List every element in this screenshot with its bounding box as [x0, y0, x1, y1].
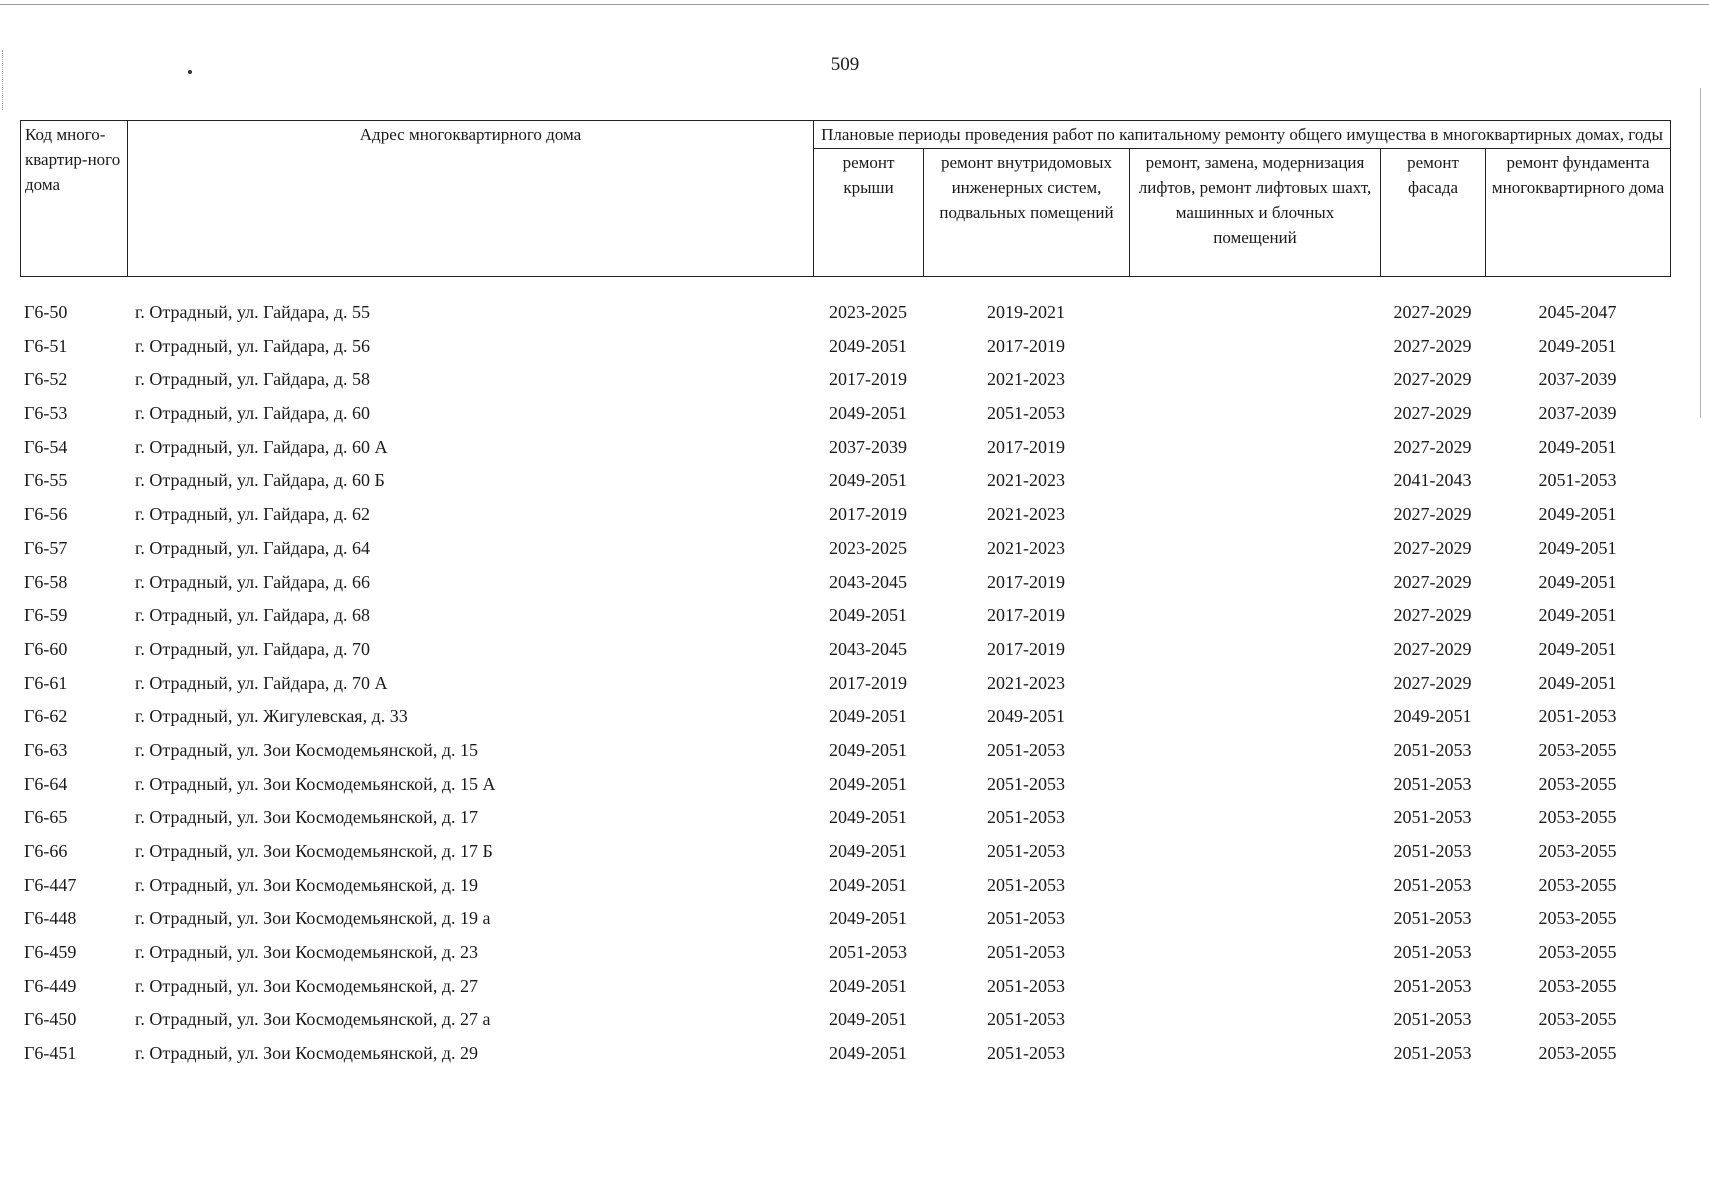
cell-lifts — [1129, 942, 1380, 976]
cell-address: г. Отрадный, ул. Зои Космодемьянской, д. 29 — [135, 1043, 478, 1064]
cell-roof: 2023-2025 — [829, 302, 907, 322]
cell-roof: 2049-2051 — [829, 975, 907, 996]
table-row — [20, 470, 1670, 504]
cell-foundation: 2053-2055 — [1538, 773, 1617, 794]
header-foundation: ремонт фундамента многоквартирного дома — [1486, 149, 1671, 277]
table-row — [20, 1009, 1670, 1043]
table-row — [20, 976, 1670, 1010]
cell-lifts — [1129, 908, 1380, 942]
cell-systems: 2051-2053 — [987, 403, 1065, 424]
cell-systems: 2021-2023 — [987, 504, 1065, 525]
cell-code: Г6-65 — [24, 807, 68, 828]
cell-systems: 2017-2019 — [987, 638, 1065, 659]
cell-address: г. Отрадный, ул. Гайдара, д. 64 — [135, 537, 371, 558]
cell-foundation: 2049-2051 — [1538, 436, 1617, 457]
cell-foundation: 2053-2055 — [1538, 841, 1617, 861]
cell-code: Г6-57 — [24, 537, 68, 558]
cell-lifts — [1129, 673, 1380, 707]
cell-lifts — [1129, 976, 1380, 1010]
cell-lifts — [1129, 336, 1380, 370]
table-row — [20, 369, 1670, 403]
header-roof: ремонт крыши — [814, 149, 924, 277]
table-row — [20, 1043, 1670, 1077]
cell-roof: 2049-2051 — [829, 773, 907, 794]
header-systems: ремонт внутридомовых инженерных систем, подвальных помещений — [924, 149, 1130, 277]
cell-foundation: 2053-2055 — [1538, 739, 1617, 760]
cell-systems: 2049-2051 — [987, 706, 1065, 727]
cell-code: Г6-53 — [24, 403, 68, 424]
cell-systems: 2051-2053 — [987, 908, 1065, 929]
cell-code: Г6-50 — [24, 302, 68, 322]
cell-address: г. Отрадный, ул. Гайдара, д. 66 — [135, 571, 371, 592]
table-row — [20, 875, 1670, 909]
cell-facade: 2027-2029 — [1393, 638, 1472, 659]
cell-lifts — [1129, 1009, 1380, 1043]
cell-roof: 2017-2019 — [829, 672, 907, 693]
cell-facade: 2041-2043 — [1393, 470, 1472, 491]
cell-address: г. Отрадный, ул. Гайдара, д. 60 Б — [135, 470, 385, 491]
cell-roof: 2051-2053 — [829, 942, 907, 963]
cell-address: г. Отрадный, ул. Жигулевская, д. 33 — [135, 706, 408, 727]
table-row — [20, 403, 1670, 437]
cell-foundation: 2049-2051 — [1538, 672, 1617, 693]
cell-code: Г6-52 — [24, 369, 68, 390]
cell-facade: 2027-2029 — [1393, 504, 1472, 525]
table-row — [20, 437, 1670, 471]
cell-address: г. Отрадный, ул. Зои Космодемьянской, д. 19 а — [135, 908, 491, 929]
table-row — [20, 605, 1670, 639]
cell-lifts — [1129, 572, 1380, 606]
table-row — [20, 740, 1670, 774]
cell-code: Г6-451 — [24, 1043, 77, 1064]
cell-facade: 2051-2053 — [1393, 739, 1472, 760]
cell-roof: 2049-2051 — [829, 403, 907, 424]
cell-systems: 2021-2023 — [987, 470, 1065, 491]
cell-foundation: 2049-2051 — [1538, 335, 1617, 356]
cell-facade: 2051-2053 — [1393, 807, 1472, 828]
cell-code: Г6-64 — [24, 773, 68, 794]
cell-roof: 2043-2045 — [829, 638, 907, 659]
cell-foundation: 2053-2055 — [1538, 975, 1617, 996]
cell-systems: 2051-2053 — [987, 841, 1065, 861]
cell-address: г. Отрадный, ул. Гайдара, д. 70 — [135, 638, 371, 659]
header-lifts: ремонт, замена, модернизация лифтов, ремонт лифтовых шахт, машинных и блочных помещений — [1130, 149, 1381, 277]
cell-roof: 2049-2051 — [829, 1043, 907, 1064]
cell-systems: 2051-2053 — [987, 1043, 1065, 1064]
cell-roof: 2049-2051 — [829, 807, 907, 828]
cell-foundation: 2037-2039 — [1538, 369, 1617, 390]
cell-systems: 2051-2053 — [987, 773, 1065, 794]
table-row — [20, 336, 1670, 370]
cell-code: Г6-54 — [24, 436, 68, 457]
cell-systems: 2021-2023 — [987, 537, 1065, 558]
cell-systems: 2017-2019 — [987, 571, 1065, 592]
cell-facade: 2051-2053 — [1393, 841, 1472, 861]
cell-foundation: 2049-2051 — [1538, 638, 1617, 659]
cell-facade: 2027-2029 — [1393, 571, 1472, 592]
cell-foundation: 2049-2051 — [1538, 504, 1617, 525]
cell-foundation: 2049-2051 — [1538, 537, 1617, 558]
header-address: Адрес многоквартирного дома — [128, 121, 814, 277]
table-row — [20, 639, 1670, 673]
cell-facade: 2051-2053 — [1393, 942, 1472, 963]
cell-roof: 2049-2051 — [829, 706, 907, 727]
table-row — [20, 302, 1670, 336]
cell-address: г. Отрадный, ул. Гайдара, д. 70 А — [135, 672, 388, 693]
cell-address: г. Отрадный, ул. Зои Космодемьянской, д. 27 а — [135, 1009, 491, 1030]
cell-address: г. Отрадный, ул. Зои Космодемьянской, д. 27 — [135, 975, 478, 996]
cell-address: г. Отрадный, ул. Зои Космодемьянской, д. 15 — [135, 739, 478, 760]
cell-facade: 2049-2051 — [1393, 706, 1472, 727]
table-row — [20, 841, 1670, 875]
cell-address: г. Отрадный, ул. Зои Космодемьянской, д. 17 Б — [135, 841, 493, 861]
cell-systems: 2051-2053 — [987, 739, 1065, 760]
cell-lifts — [1129, 807, 1380, 841]
cell-code: Г6-448 — [24, 908, 77, 929]
cell-foundation: 2053-2055 — [1538, 942, 1617, 963]
cell-facade: 2051-2053 — [1393, 908, 1472, 929]
cell-address: г. Отрадный, ул. Гайдара, д. 58 — [135, 369, 371, 390]
cell-facade: 2051-2053 — [1393, 1043, 1472, 1064]
cell-code: Г6-447 — [24, 874, 77, 895]
cell-roof: 2037-2039 — [829, 436, 907, 457]
cell-code: Г6-55 — [24, 470, 68, 491]
cell-lifts — [1129, 774, 1380, 808]
cell-code: Г6-56 — [24, 504, 68, 525]
cell-facade: 2051-2053 — [1393, 773, 1472, 794]
cell-foundation: 2053-2055 — [1538, 1009, 1617, 1030]
cell-roof: 2049-2051 — [829, 605, 907, 626]
cell-facade: 2027-2029 — [1393, 537, 1472, 558]
cell-address: г. Отрадный, ул. Зои Космодемьянской, д. 23 — [135, 942, 478, 963]
cell-roof: 2023-2025 — [829, 537, 907, 558]
table-row — [20, 774, 1670, 808]
cell-systems: 2051-2053 — [987, 975, 1065, 996]
cell-roof: 2049-2051 — [829, 908, 907, 929]
cell-foundation: 2049-2051 — [1538, 571, 1617, 592]
cell-address: г. Отрадный, ул. Гайдара, д. 60 — [135, 403, 371, 424]
cell-facade: 2027-2029 — [1393, 672, 1472, 693]
cell-address: г. Отрадный, ул. Зои Космодемьянской, д. 17 — [135, 807, 478, 828]
header-facade: ремонт фасада — [1381, 149, 1486, 277]
cell-lifts — [1129, 369, 1380, 403]
table-row — [20, 538, 1670, 572]
cell-address: г. Отрадный, ул. Гайдара, д. 60 А — [135, 436, 388, 457]
table-row — [20, 706, 1670, 740]
cell-lifts — [1129, 504, 1380, 538]
cell-code: Г6-449 — [24, 975, 77, 996]
cell-code: Г6-450 — [24, 1009, 77, 1030]
cell-foundation: 2051-2053 — [1538, 706, 1617, 727]
cell-address: г. Отрадный, ул. Гайдара, д. 68 — [135, 605, 371, 626]
cell-lifts — [1129, 302, 1380, 336]
cell-lifts — [1129, 1043, 1380, 1077]
cell-lifts — [1129, 403, 1380, 437]
cell-facade: 2027-2029 — [1393, 335, 1472, 356]
cell-code: Г6-59 — [24, 605, 68, 626]
cell-systems: 2021-2023 — [987, 369, 1065, 390]
table-header — [20, 120, 1671, 277]
cell-roof: 2049-2051 — [829, 841, 907, 861]
cell-lifts — [1129, 538, 1380, 572]
cell-roof: 2043-2045 — [829, 571, 907, 592]
cell-foundation: 2053-2055 — [1538, 908, 1617, 929]
cell-systems: 2017-2019 — [987, 335, 1065, 356]
right-rule — [1700, 88, 1701, 418]
cell-code: Г6-61 — [24, 672, 68, 693]
cell-systems: 2017-2019 — [987, 436, 1065, 457]
cell-roof: 2049-2051 — [829, 470, 907, 491]
cell-facade: 2051-2053 — [1393, 975, 1472, 996]
table-row — [20, 807, 1670, 841]
table-row — [20, 942, 1670, 976]
cell-roof: 2049-2051 — [829, 1009, 907, 1030]
cell-foundation: 2053-2055 — [1538, 1043, 1617, 1064]
cell-code: Г6-62 — [24, 706, 68, 727]
table-row — [20, 504, 1670, 538]
top-rule — [0, 4, 1709, 5]
cell-address: г. Отрадный, ул. Гайдара, д. 56 — [135, 335, 371, 356]
cell-lifts — [1129, 841, 1380, 875]
header-periods: Плановые периоды проведения работ по капитальному ремонту общего имущества в многоквартирных домах, годы — [814, 121, 1671, 149]
cell-foundation: 2051-2053 — [1538, 470, 1617, 491]
cell-code: Г6-58 — [24, 571, 68, 592]
table-row — [20, 572, 1670, 606]
cell-facade: 2027-2029 — [1393, 403, 1472, 424]
cell-facade: 2027-2029 — [1393, 302, 1472, 322]
cell-lifts — [1129, 437, 1380, 471]
cell-systems: 2051-2053 — [987, 874, 1065, 895]
cell-systems: 2051-2053 — [987, 1009, 1065, 1030]
cell-address: г. Отрадный, ул. Гайдара, д. 55 — [135, 302, 371, 322]
cell-facade: 2027-2029 — [1393, 436, 1472, 457]
cell-roof: 2017-2019 — [829, 369, 907, 390]
cell-lifts — [1129, 470, 1380, 504]
table-body — [20, 302, 1670, 1077]
cell-foundation: 2053-2055 — [1538, 874, 1617, 895]
cell-lifts — [1129, 605, 1380, 639]
cell-address: г. Отрадный, ул. Гайдара, д. 62 — [135, 504, 371, 525]
cell-facade: 2051-2053 — [1393, 1009, 1472, 1030]
cell-systems: 2019-2021 — [987, 302, 1065, 322]
cell-lifts — [1129, 639, 1380, 673]
cell-roof: 2049-2051 — [829, 739, 907, 760]
cell-systems: 2021-2023 — [987, 672, 1065, 693]
cell-roof: 2049-2051 — [829, 874, 907, 895]
cell-systems: 2051-2053 — [987, 942, 1065, 963]
cell-roof: 2017-2019 — [829, 504, 907, 525]
table-row — [20, 908, 1670, 942]
cell-address: г. Отрадный, ул. Зои Космодемьянской, д. 15 А — [135, 773, 496, 794]
cell-lifts — [1129, 706, 1380, 740]
cell-systems: 2017-2019 — [987, 605, 1065, 626]
page-number: 509 — [830, 54, 860, 75]
header-code: Код много-квартир-ного дома — [21, 121, 128, 277]
cell-facade: 2027-2029 — [1393, 369, 1472, 390]
cell-foundation: 2049-2051 — [1538, 605, 1617, 626]
cell-code: Г6-66 — [24, 841, 68, 861]
cell-lifts — [1129, 875, 1380, 909]
cell-foundation: 2037-2039 — [1538, 403, 1617, 424]
cell-facade: 2051-2053 — [1393, 874, 1472, 895]
cell-foundation: 2053-2055 — [1538, 807, 1617, 828]
cell-lifts — [1129, 740, 1380, 774]
cell-address: г. Отрадный, ул. Зои Космодемьянской, д. 19 — [135, 874, 478, 895]
cell-code: Г6-459 — [24, 942, 77, 963]
cell-foundation: 2045-2047 — [1538, 302, 1617, 322]
table-rows — [20, 302, 1670, 1077]
cell-facade: 2027-2029 — [1393, 605, 1472, 626]
cell-code: Г6-51 — [24, 335, 68, 356]
cell-systems: 2051-2053 — [987, 807, 1065, 828]
cell-code: Г6-60 — [24, 638, 68, 659]
table-row — [20, 673, 1670, 707]
cell-code: Г6-63 — [24, 739, 68, 760]
cell-roof: 2049-2051 — [829, 335, 907, 356]
